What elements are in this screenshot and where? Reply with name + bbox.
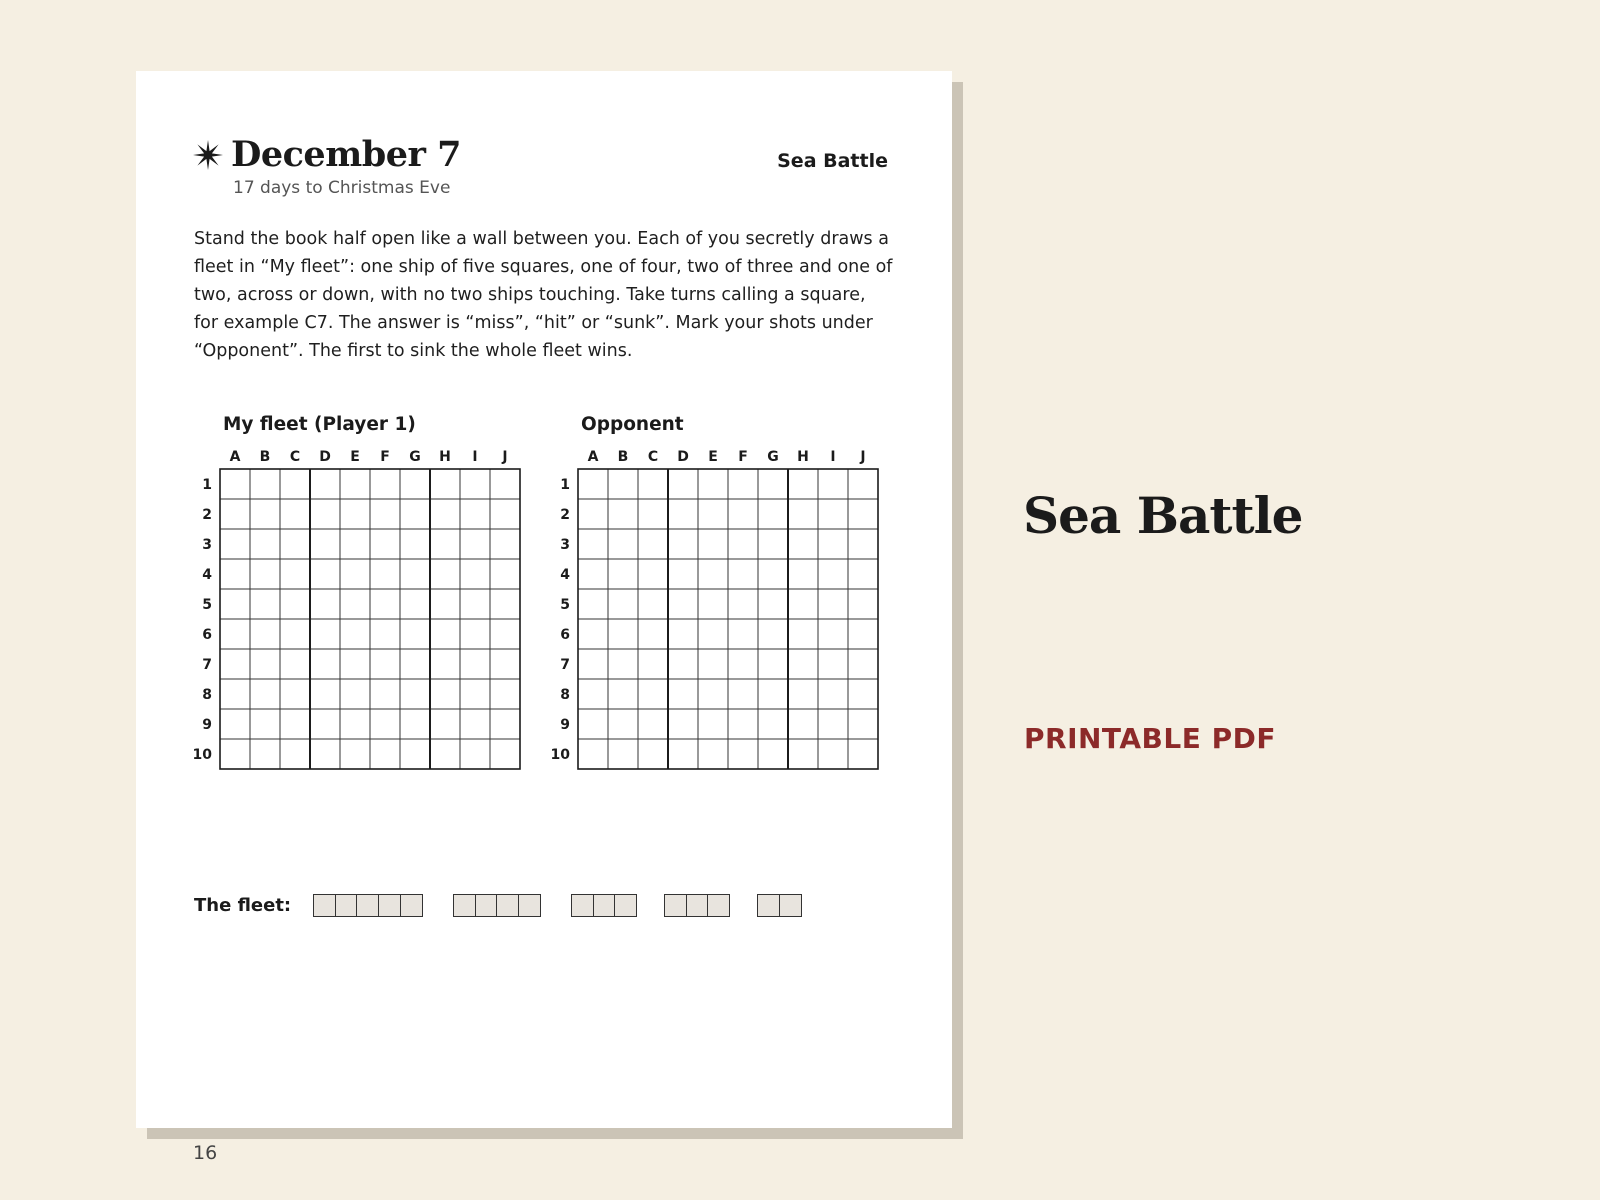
my-fleet-column-label: F (380, 449, 390, 465)
my-fleet-cell[interactable] (490, 529, 520, 559)
opponent-cell[interactable] (728, 619, 758, 649)
my-fleet-cell[interactable] (370, 649, 400, 679)
my-fleet-cell[interactable] (400, 589, 430, 619)
opponent-column-label: H (797, 449, 809, 465)
opponent-cell[interactable] (698, 709, 728, 739)
my-fleet-cell[interactable] (400, 529, 430, 559)
my-fleet-cell[interactable] (250, 619, 280, 649)
my-fleet-cell[interactable] (490, 559, 520, 589)
opponent-cell[interactable] (578, 589, 608, 619)
opponent-cell[interactable] (758, 739, 788, 769)
opponent-cell[interactable] (698, 499, 728, 529)
opponent-cell[interactable] (728, 589, 758, 619)
my-fleet-cell[interactable] (280, 469, 310, 499)
my-fleet-cell[interactable] (340, 589, 370, 619)
my-fleet-cell[interactable] (460, 739, 490, 769)
opponent-cell[interactable] (638, 469, 668, 499)
my-fleet-cell[interactable] (310, 679, 340, 709)
my-fleet-column-label: A (229, 449, 241, 465)
printable-pdf-badge: PRINTABLE PDF (1024, 722, 1276, 755)
opponent-cell[interactable] (848, 649, 878, 679)
opponent-row-label: 10 (550, 747, 570, 763)
my-fleet-cell[interactable] (490, 589, 520, 619)
opponent-cell[interactable] (788, 679, 818, 709)
my-fleet-cell[interactable] (430, 649, 460, 679)
my-fleet-cell[interactable] (250, 589, 280, 619)
my-fleet-cell[interactable] (370, 559, 400, 589)
my-fleet-cell[interactable] (400, 739, 430, 769)
opponent-cell[interactable] (668, 649, 698, 679)
ship-square (313, 894, 336, 917)
my-fleet-column-label: J (502, 449, 508, 465)
opponent-cell[interactable] (608, 469, 638, 499)
my-fleet-cell[interactable] (340, 469, 370, 499)
my-fleet-cell[interactable] (220, 679, 250, 709)
opponent-cell[interactable] (608, 559, 638, 589)
my-fleet-cell[interactable] (250, 499, 280, 529)
my-fleet-cell[interactable] (400, 499, 430, 529)
my-fleet-cell[interactable] (310, 499, 340, 529)
opponent-cell[interactable] (818, 679, 848, 709)
my-fleet-cell[interactable] (400, 559, 430, 589)
ship-square (686, 894, 709, 917)
opponent-cell[interactable] (788, 739, 818, 769)
opponent-cell[interactable] (728, 559, 758, 589)
opponent-column-label: A (587, 449, 599, 465)
opponent-cell[interactable] (848, 499, 878, 529)
my-fleet-row-label: 3 (202, 537, 212, 553)
my-fleet-cell[interactable] (280, 619, 310, 649)
opponent-label: Opponent (581, 414, 684, 435)
my-fleet-cell[interactable] (490, 469, 520, 499)
my-fleet-row-label: 7 (202, 657, 212, 673)
my-fleet-cell[interactable] (370, 499, 400, 529)
opponent-cell[interactable] (818, 739, 848, 769)
opponent-cell[interactable] (668, 679, 698, 709)
my-fleet-row-label: 4 (202, 567, 212, 583)
opponent-row-label: 7 (560, 657, 570, 673)
my-fleet-grid[interactable] (186, 443, 526, 783)
opponent-cell[interactable] (758, 619, 788, 649)
opponent-cell[interactable] (818, 559, 848, 589)
opponent-cell[interactable] (698, 469, 728, 499)
ship-square (335, 894, 358, 917)
opponent-cell[interactable] (788, 499, 818, 529)
opponent-cell[interactable] (638, 709, 668, 739)
my-fleet-cell[interactable] (250, 469, 280, 499)
my-fleet-cell[interactable] (310, 739, 340, 769)
opponent-cell[interactable] (578, 739, 608, 769)
my-fleet-column-label: E (350, 449, 360, 465)
opponent-cell[interactable] (668, 709, 698, 739)
printable-page (136, 71, 952, 1164)
my-fleet-column-label: G (409, 449, 421, 465)
opponent-cell[interactable] (728, 529, 758, 559)
my-fleet-row-label: 6 (202, 627, 212, 643)
my-fleet-cell[interactable] (490, 709, 520, 739)
opponent-cell[interactable] (638, 529, 668, 559)
my-fleet-column-label: B (259, 449, 271, 465)
opponent-cell[interactable] (728, 739, 758, 769)
opponent-cell[interactable] (608, 739, 638, 769)
opponent-cell[interactable] (698, 589, 728, 619)
fleet-ship-3 (664, 894, 730, 917)
opponent-cell[interactable] (638, 619, 668, 649)
my-fleet-cell[interactable] (220, 739, 250, 769)
my-fleet-cell[interactable] (340, 709, 370, 739)
my-fleet-row-label: 5 (202, 597, 212, 613)
my-fleet-cell[interactable] (490, 739, 520, 769)
fleet-ship-5 (313, 894, 423, 917)
my-fleet-cell[interactable] (310, 619, 340, 649)
opponent-cell[interactable] (668, 499, 698, 529)
opponent-cell[interactable] (818, 469, 848, 499)
opponent-cell[interactable] (698, 559, 728, 589)
opponent-cell[interactable] (848, 619, 878, 649)
my-fleet-cell[interactable] (280, 679, 310, 709)
my-fleet-cell[interactable] (220, 499, 250, 529)
ship-square (400, 894, 423, 917)
opponent-cell[interactable] (818, 499, 848, 529)
opponent-cell[interactable] (608, 529, 638, 559)
my-fleet-cell[interactable] (460, 679, 490, 709)
opponent-row-label: 6 (560, 627, 570, 643)
my-fleet-column-label: I (472, 449, 478, 465)
my-fleet-cell[interactable] (280, 589, 310, 619)
ship-square (378, 894, 401, 917)
opponent-column-label: E (708, 449, 718, 465)
opponent-cell[interactable] (788, 589, 818, 619)
fleet-ship-3 (571, 894, 637, 917)
countdown-text: 17 days to Christmas Eve (233, 178, 451, 198)
opponent-cell[interactable] (818, 529, 848, 559)
opponent-cell[interactable] (728, 469, 758, 499)
opponent-cell[interactable] (848, 739, 878, 769)
opponent-cell[interactable] (608, 679, 638, 709)
opponent-row-label: 4 (560, 567, 570, 583)
opponent-column-label: F (738, 449, 748, 465)
my-fleet-cell[interactable] (250, 559, 280, 589)
my-fleet-cell[interactable] (280, 649, 310, 679)
opponent-cell[interactable] (788, 709, 818, 739)
my-fleet-cell[interactable] (460, 469, 490, 499)
opponent-cell[interactable] (638, 559, 668, 589)
opponent-cell[interactable] (758, 469, 788, 499)
my-fleet-row-label: 2 (202, 507, 212, 523)
opponent-cell[interactable] (818, 649, 848, 679)
my-fleet-cell[interactable] (310, 589, 340, 619)
opponent-cell[interactable] (818, 709, 848, 739)
my-fleet-cell[interactable] (370, 709, 400, 739)
opponent-cell[interactable] (728, 649, 758, 679)
my-fleet-cell[interactable] (340, 559, 370, 589)
my-fleet-cell[interactable] (400, 469, 430, 499)
opponent-cell[interactable] (698, 739, 728, 769)
my-fleet-cell[interactable] (220, 559, 250, 589)
my-fleet-cell[interactable] (430, 739, 460, 769)
my-fleet-cell[interactable] (370, 619, 400, 649)
opponent-cell[interactable] (638, 739, 668, 769)
my-fleet-cell[interactable] (310, 709, 340, 739)
opponent-row-label: 3 (560, 537, 570, 553)
my-fleet-cell[interactable] (430, 709, 460, 739)
my-fleet-cell[interactable] (250, 649, 280, 679)
opponent-cell[interactable] (638, 679, 668, 709)
my-fleet-cell[interactable] (340, 739, 370, 769)
opponent-cell[interactable] (668, 739, 698, 769)
opponent-cell[interactable] (758, 709, 788, 739)
opponent-cell[interactable] (638, 649, 668, 679)
my-fleet-cell[interactable] (250, 679, 280, 709)
opponent-cell[interactable] (638, 499, 668, 529)
my-fleet-cell[interactable] (370, 469, 400, 499)
my-fleet-cell[interactable] (430, 589, 460, 619)
my-fleet-label: My fleet (Player 1) (223, 414, 416, 435)
opponent-cell[interactable] (638, 589, 668, 619)
my-fleet-cell[interactable] (220, 469, 250, 499)
page-heading: Sea Battle (777, 150, 888, 172)
my-fleet-column-label: C (289, 449, 301, 465)
my-fleet-cell[interactable] (280, 709, 310, 739)
opponent-cell[interactable] (848, 469, 878, 499)
star-burst-icon (193, 140, 223, 170)
opponent-cell[interactable] (608, 709, 638, 739)
opponent-cell[interactable] (758, 529, 788, 559)
opponent-cell[interactable] (578, 709, 608, 739)
ship-square (614, 894, 637, 917)
opponent-cell[interactable] (608, 649, 638, 679)
opponent-cell[interactable] (608, 499, 638, 529)
ship-square (757, 894, 780, 917)
opponent-cell[interactable] (668, 619, 698, 649)
ship-square (496, 894, 519, 917)
opponent-cell[interactable] (578, 469, 608, 499)
ship-square (571, 894, 594, 917)
my-fleet-cell[interactable] (400, 709, 430, 739)
my-fleet-cell[interactable] (400, 619, 430, 649)
my-fleet-cell[interactable] (490, 619, 520, 649)
opponent-cell[interactable] (578, 619, 608, 649)
opponent-column-label: I (830, 449, 836, 465)
opponent-column-label: J (860, 449, 866, 465)
my-fleet-cell[interactable] (430, 469, 460, 499)
my-fleet-cell[interactable] (250, 529, 280, 559)
page-number: 16 (193, 1142, 218, 1164)
opponent-cell[interactable] (818, 619, 848, 649)
opponent-cell[interactable] (608, 589, 638, 619)
my-fleet-cell[interactable] (250, 739, 280, 769)
ship-square (453, 894, 476, 917)
my-fleet-cell[interactable] (310, 649, 340, 679)
opponent-cell[interactable] (728, 499, 758, 529)
my-fleet-cell[interactable] (310, 559, 340, 589)
opponent-cell[interactable] (698, 649, 728, 679)
opponent-cell[interactable] (578, 679, 608, 709)
my-fleet-row-label: 10 (192, 747, 212, 763)
opponent-cell[interactable] (698, 619, 728, 649)
my-fleet-cell[interactable] (460, 559, 490, 589)
my-fleet-column-label: D (319, 449, 331, 465)
my-fleet-cell[interactable] (370, 679, 400, 709)
my-fleet-cell[interactable] (490, 649, 520, 679)
my-fleet-cell[interactable] (460, 709, 490, 739)
opponent-cell[interactable] (848, 679, 878, 709)
my-fleet-cell[interactable] (460, 589, 490, 619)
my-fleet-cell[interactable] (250, 709, 280, 739)
opponent-cell[interactable] (578, 559, 608, 589)
ship-square (475, 894, 498, 917)
opponent-cell[interactable] (728, 679, 758, 709)
my-fleet-cell[interactable] (460, 619, 490, 649)
my-fleet-cell[interactable] (370, 739, 400, 769)
opponent-grid[interactable] (544, 443, 884, 783)
opponent-row-label: 8 (560, 687, 570, 703)
opponent-cell[interactable] (698, 679, 728, 709)
opponent-cell[interactable] (788, 559, 818, 589)
opponent-cell[interactable] (668, 529, 698, 559)
ship-square (518, 894, 541, 917)
my-fleet-cell[interactable] (280, 499, 310, 529)
opponent-cell[interactable] (788, 649, 818, 679)
opponent-cell[interactable] (818, 589, 848, 619)
my-fleet-cell[interactable] (280, 559, 310, 589)
my-fleet-cell[interactable] (340, 529, 370, 559)
side-title: Sea Battle (1023, 486, 1303, 545)
my-fleet-cell[interactable] (460, 649, 490, 679)
opponent-cell[interactable] (758, 679, 788, 709)
my-fleet-cell[interactable] (490, 679, 520, 709)
ship-square (779, 894, 802, 917)
fleet-ship-2 (757, 894, 802, 917)
opponent-row-label: 1 (560, 477, 570, 493)
my-fleet-cell[interactable] (340, 619, 370, 649)
opponent-cell[interactable] (758, 649, 788, 679)
opponent-cell[interactable] (668, 559, 698, 589)
my-fleet-cell[interactable] (220, 649, 250, 679)
my-fleet-cell[interactable] (220, 589, 250, 619)
instructions-text: Stand the book half open like a wall between you. Each of you secretly draws a fleet in “My fleet”: one ship of five squares, one of four, two of three and one of two, across or down, with no two ships touching. Take turns calling a square, for example C7. The answer is “miss”, “hit” or “sunk”. Mark your shots under “Opponent”. The first to sink the whole fleet wins. (194, 229, 893, 361)
my-fleet-row-label: 1 (202, 477, 212, 493)
my-fleet-cell[interactable] (430, 679, 460, 709)
fleet-label: The fleet: (194, 895, 292, 916)
opponent-cell[interactable] (578, 529, 608, 559)
my-fleet-cell[interactable] (400, 679, 430, 709)
ship-square (593, 894, 616, 917)
ship-square (356, 894, 379, 917)
my-fleet-cell[interactable] (370, 529, 400, 559)
opponent-cell[interactable] (848, 589, 878, 619)
my-fleet-cell[interactable] (430, 619, 460, 649)
my-fleet-cell[interactable] (220, 709, 250, 739)
date-header (193, 135, 461, 175)
my-fleet-cell[interactable] (370, 589, 400, 619)
opponent-cell[interactable] (848, 559, 878, 589)
opponent-cell[interactable] (788, 529, 818, 559)
opponent-row-label: 2 (560, 507, 570, 523)
my-fleet-cell[interactable] (490, 499, 520, 529)
my-fleet-cell[interactable] (280, 529, 310, 559)
my-fleet-cell[interactable] (400, 649, 430, 679)
my-fleet-cell[interactable] (430, 529, 460, 559)
date-title: December 7 (231, 134, 461, 175)
my-fleet-row-label: 9 (202, 717, 212, 733)
my-fleet-cell[interactable] (460, 499, 490, 529)
my-fleet-cell[interactable] (460, 529, 490, 559)
opponent-cell[interactable] (578, 499, 608, 529)
fleet-ship-4 (453, 894, 541, 917)
opponent-column-label: C (647, 449, 659, 465)
opponent-cell[interactable] (758, 559, 788, 589)
my-fleet-cell[interactable] (280, 739, 310, 769)
my-fleet-cell[interactable] (340, 649, 370, 679)
opponent-cell[interactable] (608, 619, 638, 649)
opponent-cell[interactable] (758, 499, 788, 529)
my-fleet-cell[interactable] (340, 499, 370, 529)
my-fleet-cell[interactable] (310, 469, 340, 499)
opponent-column-label: D (677, 449, 689, 465)
opponent-cell[interactable] (758, 589, 788, 619)
opponent-cell[interactable] (698, 529, 728, 559)
opponent-cell[interactable] (848, 529, 878, 559)
my-fleet-row-label: 8 (202, 687, 212, 703)
opponent-cell[interactable] (728, 709, 758, 739)
my-fleet-cell[interactable] (310, 529, 340, 559)
my-fleet-column-label: H (439, 449, 451, 465)
my-fleet-cell[interactable] (220, 619, 250, 649)
opponent-row-label: 5 (560, 597, 570, 613)
ship-square (707, 894, 730, 917)
opponent-cell[interactable] (578, 649, 608, 679)
my-fleet-cell[interactable] (430, 559, 460, 589)
opponent-cell[interactable] (668, 469, 698, 499)
opponent-column-label: B (617, 449, 629, 465)
opponent-cell[interactable] (788, 619, 818, 649)
opponent-cell[interactable] (848, 709, 878, 739)
opponent-cell[interactable] (668, 589, 698, 619)
opponent-cell[interactable] (788, 469, 818, 499)
opponent-column-label: G (767, 449, 779, 465)
opponent-row-label: 9 (560, 717, 570, 733)
ship-square (664, 894, 687, 917)
my-fleet-cell[interactable] (430, 499, 460, 529)
my-fleet-cell[interactable] (220, 529, 250, 559)
my-fleet-cell[interactable] (340, 679, 370, 709)
